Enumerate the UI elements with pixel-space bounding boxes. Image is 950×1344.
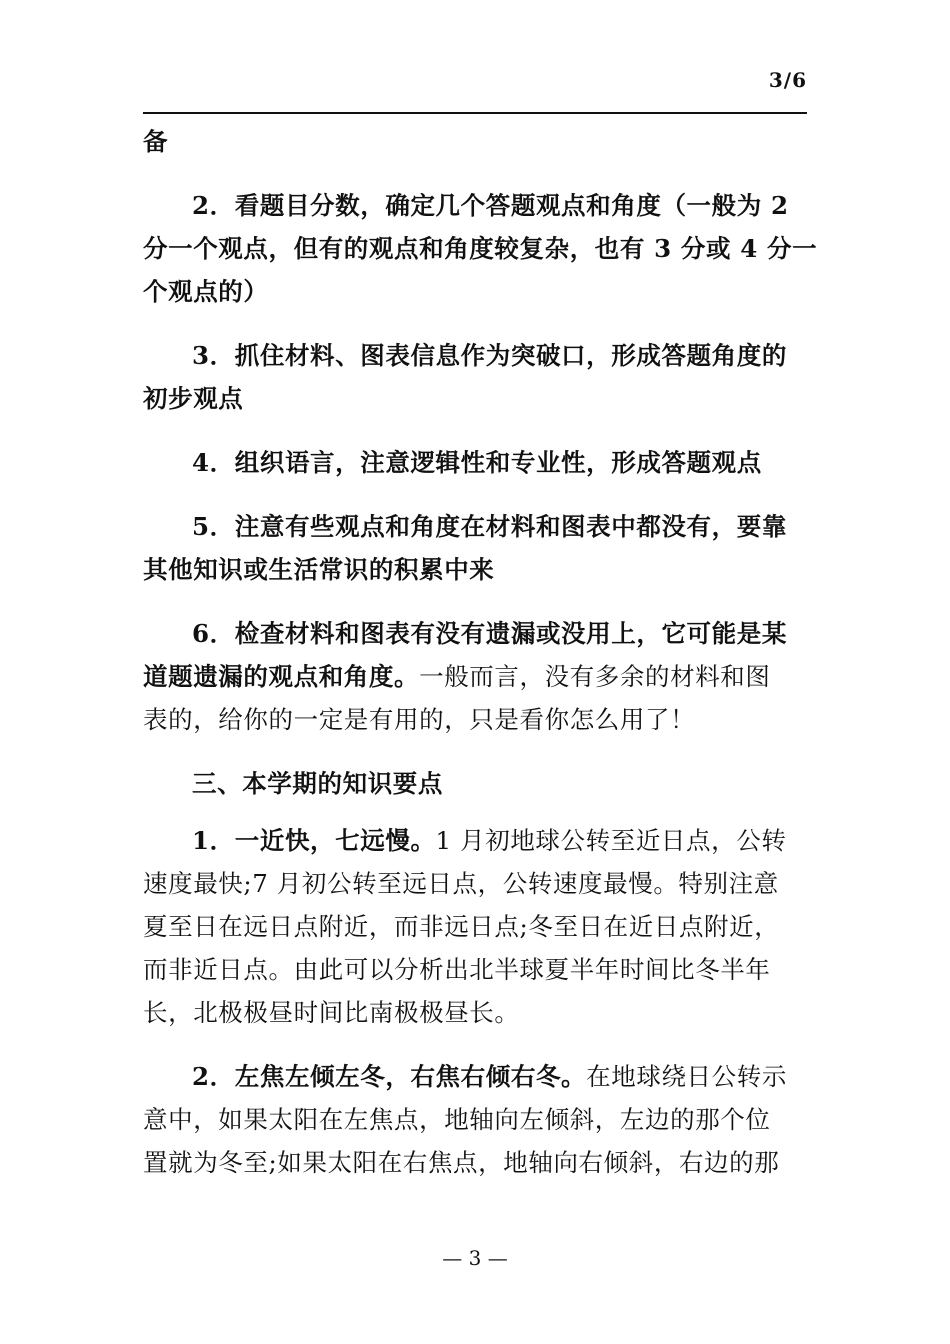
text-line: 表的，给你的一定是有用的，只是看你怎么用了！ — [143, 705, 696, 734]
paragraph-step-2 — [143, 184, 818, 313]
text-line: 6．检查材料和图表有没有遗漏或没用上，它可能是某 — [192, 619, 787, 648]
section-title: 三、本学期的知识要点 — [192, 769, 443, 798]
text-line: 2．看题目分数，确定几个答题观点和角度（一般为 2 — [192, 191, 789, 220]
paragraph-step-5 — [143, 505, 807, 591]
text-line: 分一个观点，但有的观点和角度较复杂，也有 3 分或 4 分一 — [143, 234, 818, 263]
text-line: 备 — [143, 127, 169, 156]
header-rule — [143, 112, 807, 114]
bold-run: 2．左焦左倾左冬，右焦右倾右冬。 — [192, 1062, 587, 1091]
text-line: 速度最快;7 月初公转至远日点，公转速度最慢。特别注意 — [143, 869, 779, 898]
document-body — [143, 120, 818, 1205]
text-line — [143, 655, 807, 698]
bold-run: 道题遗漏的观点和角度。 — [143, 662, 420, 691]
bold-run: 1．一近快，七远慢。 — [192, 826, 436, 855]
text-line: 置就为冬至;如果太阳在右焦点，地轴向右倾斜，右边的那 — [143, 1148, 780, 1177]
paragraph-step-4 — [143, 441, 807, 484]
text-line — [143, 1055, 807, 1098]
normal-run: 在地球绕日公转示 — [586, 1062, 787, 1091]
text-line: 个观点的） — [143, 277, 269, 306]
paragraph-knowledge-1 — [143, 819, 807, 1034]
paragraph-step-3 — [143, 334, 807, 420]
section-heading-3 — [143, 762, 807, 805]
normal-run: 一般而言，没有多余的材料和图 — [419, 662, 771, 691]
page-counter: 3/6 — [768, 68, 807, 92]
text-line: 5．注意有些观点和角度在材料和图表中都没有，要靠 — [192, 512, 787, 541]
text-line: 3．抓住材料、图表信息作为突破口，形成答题角度的 — [192, 341, 787, 370]
paragraph-step-6 — [143, 612, 807, 741]
text-line: 4．组织语言，注意逻辑性和专业性，形成答题观点 — [192, 448, 762, 477]
text-line: 其他知识或生活常识的积累中来 — [143, 555, 495, 584]
text-line: 夏至日在远日点附近，而非远日点;冬至日在近日点附近， — [143, 912, 780, 941]
text-line: 初步观点 — [143, 384, 244, 413]
text-line: 而非近日点。由此可以分析出北半球夏半年时间比冬半年 — [143, 955, 771, 984]
paragraph-knowledge-2 — [143, 1055, 807, 1184]
text-line — [143, 819, 807, 862]
text-line: 长，北极极昼时间比南极极昼长。 — [143, 998, 520, 1027]
normal-run: 1 月初地球公转至近日点，公转 — [435, 826, 787, 855]
page-number: — 3 — — [442, 1246, 508, 1270]
paragraph-continuation — [143, 120, 807, 163]
text-line: 意中，如果太阳在左焦点，地轴向左倾斜，左边的那个位 — [143, 1105, 771, 1134]
